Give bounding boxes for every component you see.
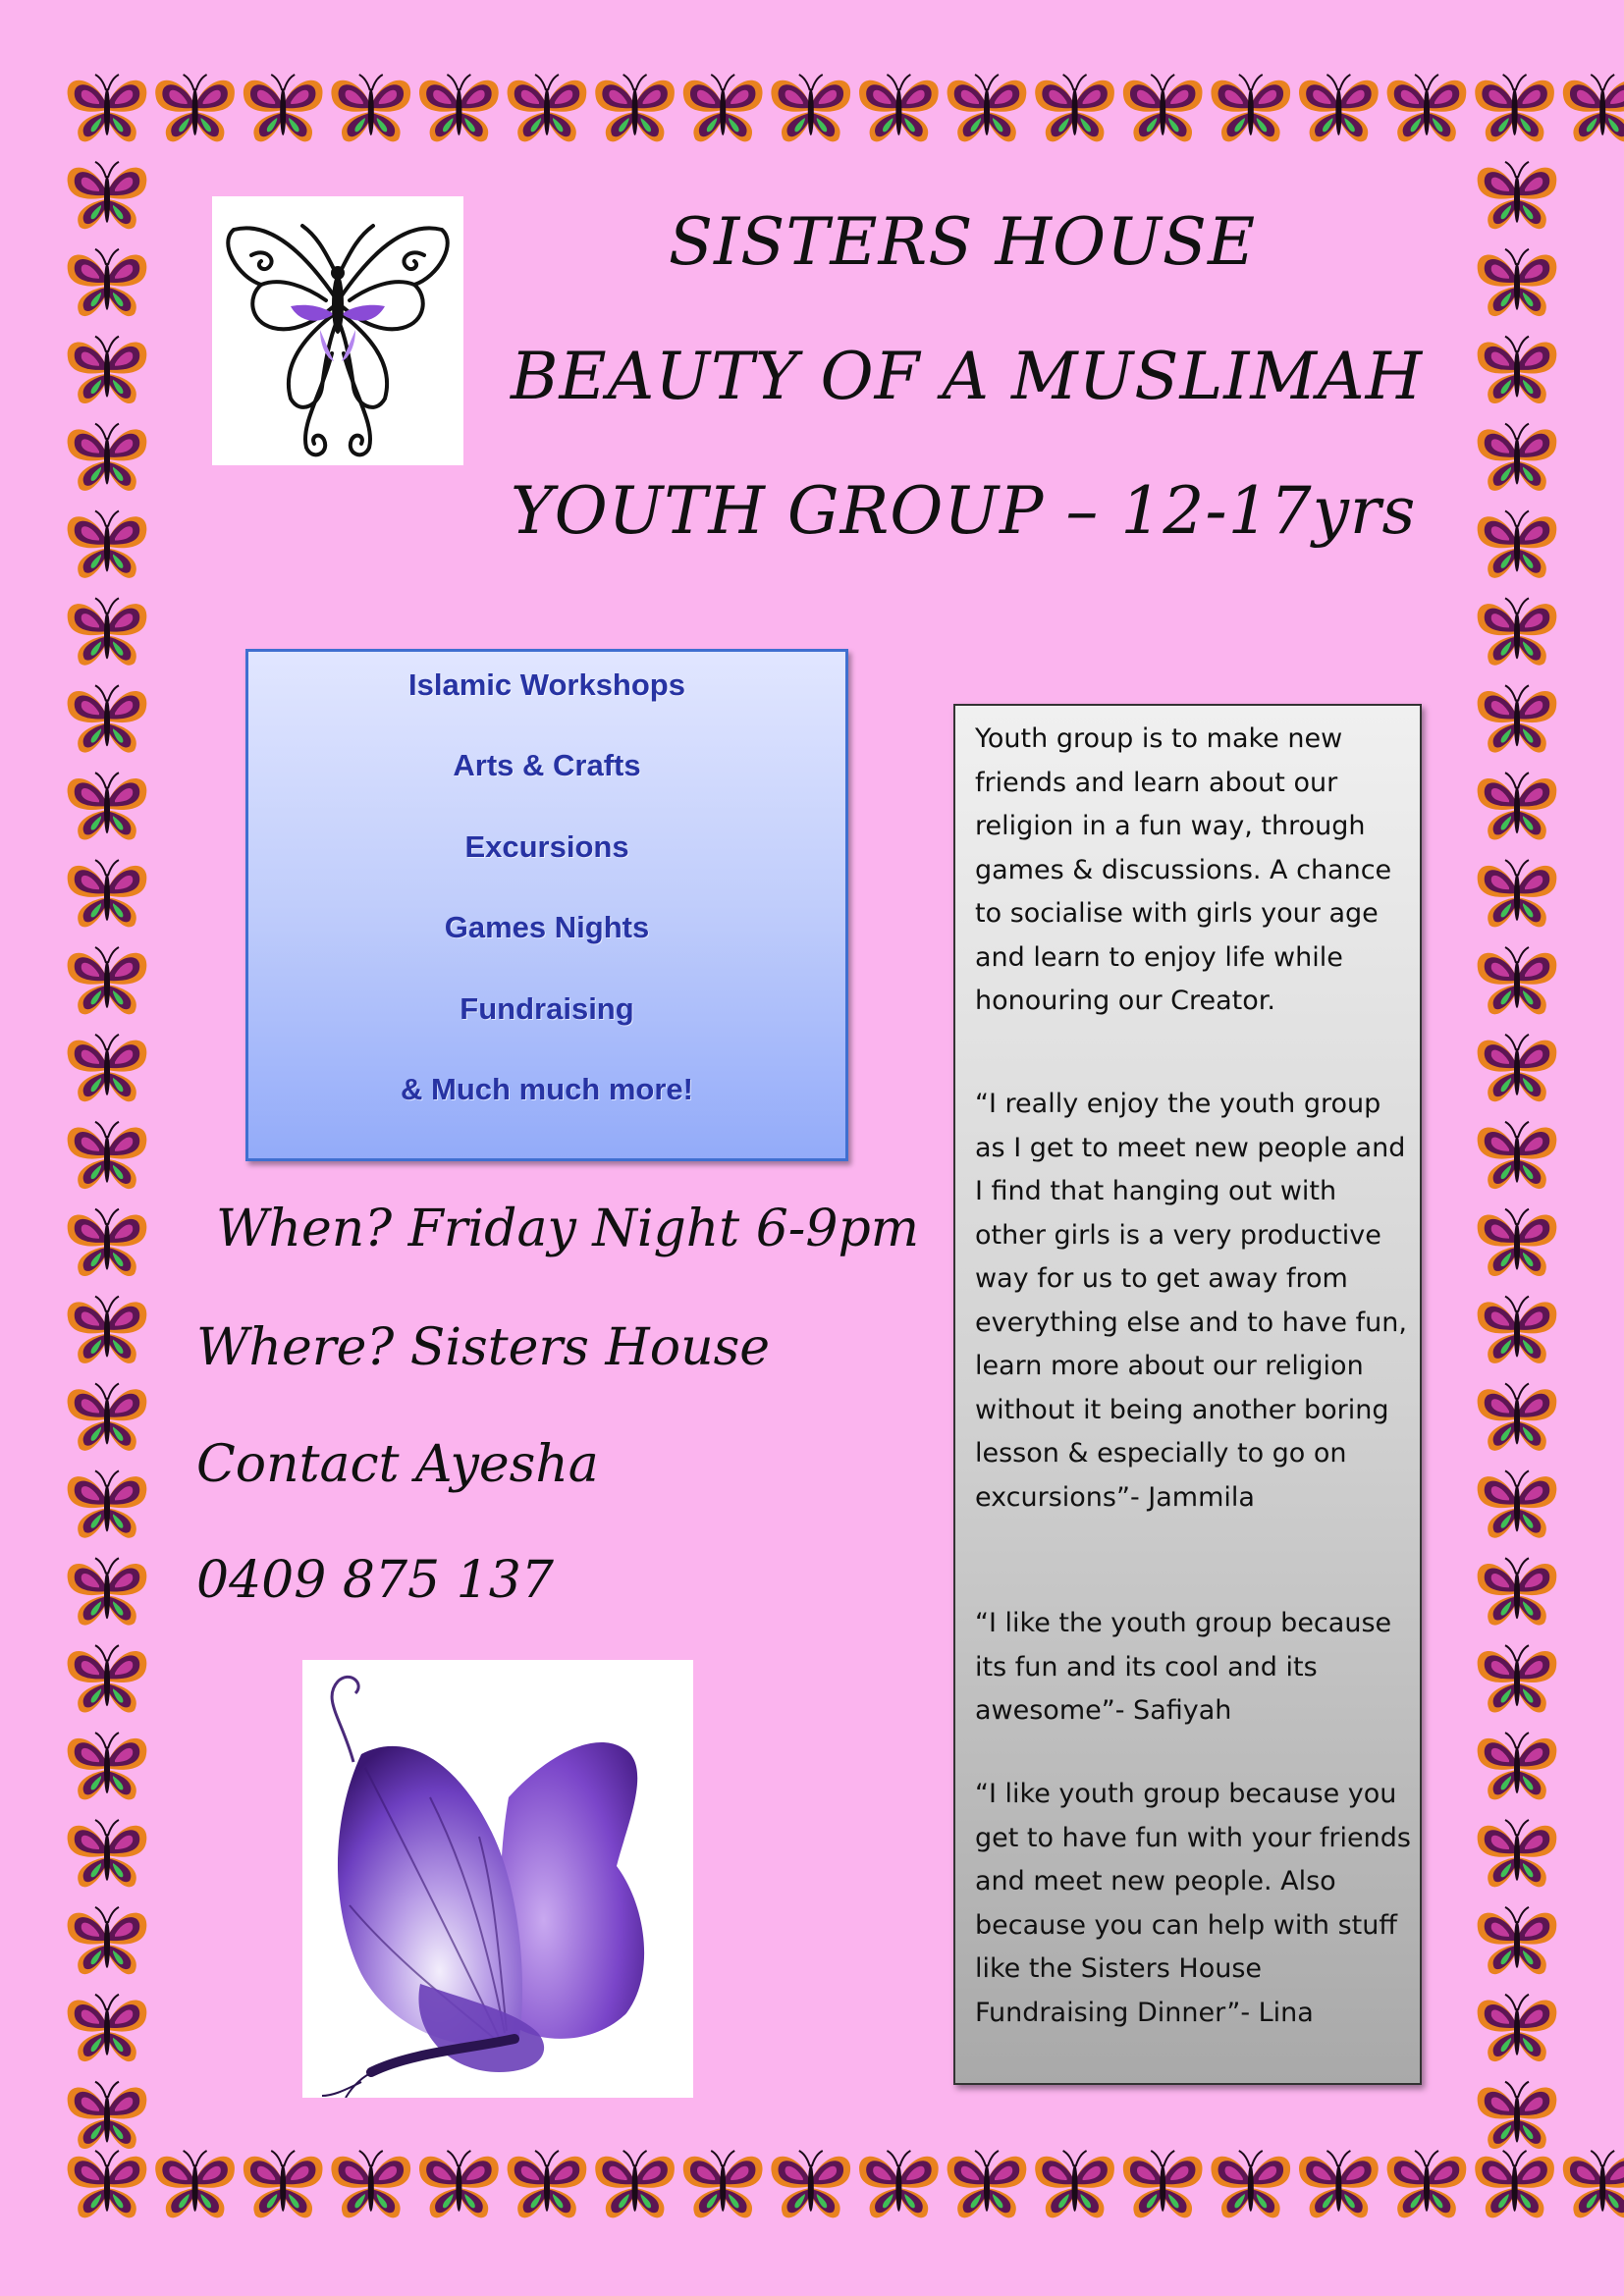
butterfly-icon (1035, 75, 1114, 141)
butterfly-icon (331, 75, 410, 141)
purple-butterfly-icon (302, 1660, 693, 2098)
butterfly-icon (68, 947, 147, 1014)
butterfly-icon (68, 1384, 147, 1451)
butterfly-icon (155, 2151, 235, 2217)
title-line-3: YOUTH GROUP – 12-17yrs (511, 473, 1417, 549)
butterfly-icon (1478, 773, 1557, 839)
butterfly-icon (1478, 1558, 1557, 1625)
butterfly-icon (508, 75, 587, 141)
butterfly-icon (1478, 1733, 1557, 1799)
phone-number: 0409 875 137 (196, 1551, 554, 1610)
border-bottom-row (68, 2151, 1624, 2217)
title-line-2: BEAUTY OF A MUSLIMAH (511, 339, 1424, 414)
butterfly-icon (68, 1907, 147, 1974)
butterfly-icon (1299, 2151, 1379, 2217)
butterfly-icon (1475, 2151, 1554, 2217)
activities-box (245, 649, 848, 1161)
butterfly-icon (683, 2151, 763, 2217)
butterfly-icon (859, 2151, 939, 2217)
butterfly-icon (1478, 1384, 1557, 1451)
testimonial-box (953, 704, 1422, 2085)
where-detail: Where? Sisters House (196, 1318, 771, 1377)
border-top-row (68, 75, 1624, 141)
butterfly-icon (1211, 75, 1290, 141)
activity-item: Games Nights (444, 910, 650, 944)
butterfly-icon (947, 2151, 1027, 2217)
butterfly-icon (1478, 1209, 1557, 1276)
butterfly-icon (68, 75, 147, 141)
butterfly-icon (68, 1995, 147, 2061)
butterfly-icon (68, 1820, 147, 1887)
border-right-column (1478, 162, 1557, 2149)
butterfly-icon (859, 75, 939, 141)
butterfly-icon (1475, 75, 1554, 141)
butterfly-icon (1478, 685, 1557, 752)
butterfly-icon (1035, 2151, 1114, 2217)
butterfly-icon (1478, 1907, 1557, 1974)
butterfly-icon (1478, 1297, 1557, 1363)
butterfly-icon (1478, 1122, 1557, 1189)
testimonial-lina: “I like youth group because you get to have fun with your friends and meet new people. Also because you can help with stuff like the Sisters House Fundraising Dinner”- Lina (975, 1779, 1411, 2028)
butterfly-icon (1478, 2082, 1557, 2149)
activity-item: Islamic Workshops (408, 667, 685, 702)
butterfly-icon (1478, 1035, 1557, 1101)
butterfly-icon (68, 1470, 147, 1537)
title-line-1: SISTERS HOUSE (668, 204, 1257, 280)
butterfly-icon (68, 424, 147, 491)
butterfly-icon (595, 75, 675, 141)
butterfly-icon (244, 2151, 323, 2217)
butterfly-icon (1478, 511, 1557, 578)
activity-item: Excursions (464, 829, 629, 864)
butterfly-icon (1478, 1470, 1557, 1537)
butterfly-icon (68, 860, 147, 927)
butterfly-icon (1563, 75, 1624, 141)
butterfly-icon (1299, 75, 1379, 141)
butterfly-icon (68, 249, 147, 316)
butterfly-icon (508, 2151, 587, 2217)
activity-item: Arts & Crafts (453, 748, 641, 782)
butterfly-icon (331, 2151, 410, 2217)
butterfly-icon (771, 2151, 850, 2217)
butterfly-icon (947, 75, 1027, 141)
butterfly-icon (68, 1733, 147, 1799)
butterfly-icon (1478, 1645, 1557, 1712)
butterfly-icon (68, 1558, 147, 1625)
butterfly-icon (1478, 598, 1557, 665)
butterfly-icon (68, 1209, 147, 1276)
butterfly-icon (1478, 947, 1557, 1014)
butterfly-icon (1563, 2151, 1624, 2217)
butterfly-icon (68, 337, 147, 403)
butterfly-icon (68, 2082, 147, 2149)
butterfly-icon (1478, 860, 1557, 927)
butterfly-icon (1123, 75, 1203, 141)
contact-detail: Contact Ayesha (196, 1435, 599, 1494)
butterfly-icon (68, 773, 147, 839)
butterfly-icon (68, 1297, 147, 1363)
butterfly-icon (771, 75, 850, 141)
butterfly-icon (68, 1035, 147, 1101)
butterfly-icon (1478, 337, 1557, 403)
butterfly-icon (1478, 249, 1557, 316)
butterfly-icon (155, 75, 235, 141)
when-detail: When? Friday Night 6-9pm (216, 1200, 920, 1258)
butterfly-icon (68, 511, 147, 578)
butterfly-icon (68, 1645, 147, 1712)
butterfly-icon (683, 75, 763, 141)
butterfly-icon (419, 75, 499, 141)
butterfly-icon (68, 2151, 147, 2217)
butterfly-icon (1387, 2151, 1467, 2217)
butterfly-icon (68, 1122, 147, 1189)
butterfly-icon (68, 162, 147, 229)
butterfly-icon (1478, 1995, 1557, 2061)
testimonial-safiyah: “I like the youth group because its fun and its cool and its awesome”- Safiyah (975, 1608, 1392, 1726)
border-left-column (68, 162, 147, 2149)
butterfly-icon (1123, 2151, 1203, 2217)
fancy-butterfly-icon (212, 196, 463, 465)
butterfly-icon (1478, 162, 1557, 229)
butterfly-icon (419, 2151, 499, 2217)
butterfly-icon (1478, 1820, 1557, 1887)
butterfly-icon (1387, 75, 1467, 141)
activity-item: & Much much more! (401, 1072, 693, 1106)
butterfly-icon (244, 75, 323, 141)
butterfly-icon (1478, 424, 1557, 491)
butterfly-icon (595, 2151, 675, 2217)
activity-item: Fundraising (460, 991, 634, 1026)
butterfly-icon (1211, 2151, 1290, 2217)
testimonial-jammila: “I really enjoy the youth group as I get to meet new people and I find that hanging out with other girls is a very productive way for us to get away from everything else and to have fun, learn more about our religion without it being another boring lesson & especially to go on excursions”- Jammila (975, 1089, 1407, 1513)
butterfly-icon (68, 685, 147, 752)
intro-paragraph: Youth group is to make new friends and learn about our religion in a fun way, through games & discussions. A chance to socialise with girls your age and learn to enjoy life while honouring our Creator. (975, 723, 1392, 1016)
butterfly-icon (68, 598, 147, 665)
